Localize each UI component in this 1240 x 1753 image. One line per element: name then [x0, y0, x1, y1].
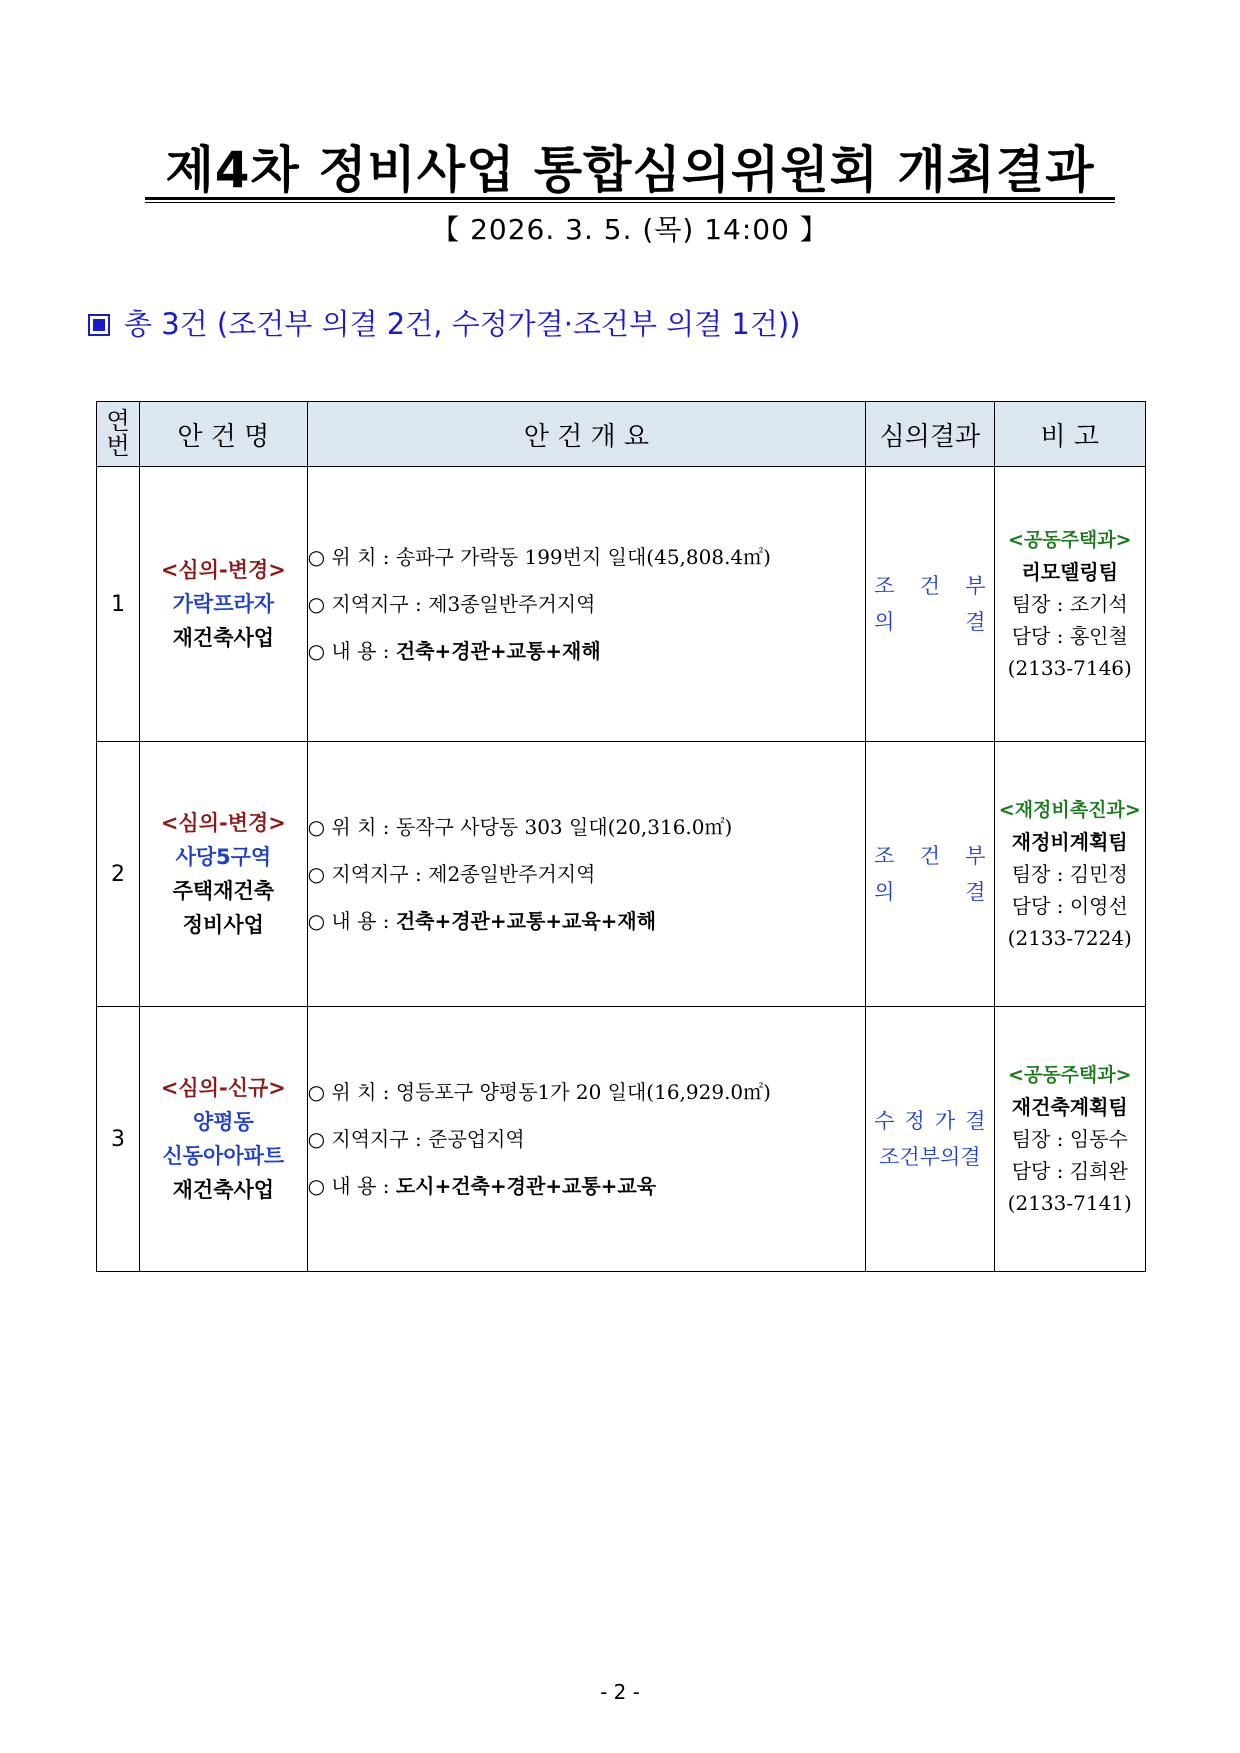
row-number: 1	[97, 467, 140, 742]
row-number: 2	[97, 742, 140, 1007]
result-char: 수	[874, 1109, 895, 1133]
header-no-bottom: 번	[106, 432, 130, 460]
header-summary: 안 건 개 요	[307, 402, 866, 467]
team: 리모델링팀	[1021, 560, 1119, 584]
content-label: ○ 내 용 :	[307, 908, 396, 933]
agenda-summary-cell	[307, 467, 866, 742]
result-char: 부	[965, 574, 986, 598]
square-bullet-icon	[88, 314, 110, 336]
location-line	[308, 804, 866, 851]
district-line	[308, 1116, 866, 1163]
district-value: 준공업지역	[428, 1126, 525, 1151]
location-label: ○ 위 치 :	[307, 1079, 396, 1104]
agenda-name: 가락프라자	[172, 592, 275, 616]
location-value: 영등포구 양평동1가 20 일대(16,929.0㎡)	[395, 1079, 771, 1104]
page-number: - 2 -	[600, 1680, 640, 1704]
note-cell	[994, 742, 1145, 1007]
team-leader: 팀장 : 김민정	[1011, 862, 1128, 886]
phone: (2133-7146)	[1007, 656, 1132, 680]
content-value: 건축+경관+교통+교육+재해	[395, 908, 657, 933]
result-char: 가	[934, 1109, 956, 1133]
manager: 담당 : 이영선	[1011, 894, 1128, 918]
result-char: 정	[904, 1109, 925, 1133]
location-line	[308, 534, 866, 581]
district-label: ○ 지역지구 :	[307, 591, 429, 616]
result-char: 결	[965, 610, 986, 634]
agenda-name: 양평동	[192, 1110, 254, 1134]
result-line	[866, 1103, 993, 1139]
document-title: 제4차 정비사업 통합심의위원회 개최결과	[165, 141, 1095, 199]
team: 재정비계획팀	[1011, 830, 1128, 854]
result-cell	[866, 742, 994, 1007]
agenda-name-cell	[140, 1007, 307, 1272]
header-note: 비 고	[994, 402, 1145, 467]
result-char: 결	[965, 880, 986, 904]
content-line	[308, 628, 866, 675]
phone: (2133-7141)	[1007, 1191, 1132, 1215]
header-no-top: 연	[106, 407, 130, 435]
location-label: ○ 위 치 :	[307, 544, 396, 569]
agenda-category: <심의-변경>	[160, 558, 286, 582]
district-value: 제2종일반주거지역	[428, 861, 596, 886]
district-line	[308, 851, 866, 898]
content-value: 건축+경관+교통+재해	[395, 638, 601, 663]
result-line	[866, 568, 993, 604]
location-label: ○ 위 치 :	[307, 814, 396, 839]
agenda-name-sub: 주택재건축	[172, 879, 275, 903]
result-char: 의	[874, 880, 895, 904]
agenda-name-cell	[140, 467, 307, 742]
note-cell	[994, 1007, 1145, 1272]
note-cell	[994, 467, 1145, 742]
row-number: 3	[97, 1007, 140, 1272]
result-line	[866, 838, 993, 874]
table-row	[97, 1007, 1146, 1272]
agenda-summary-cell	[307, 742, 866, 1007]
meeting-date: 【 2026. 3. 5. (목) 14:00 】	[431, 213, 829, 246]
agenda-category: <심의-변경>	[160, 811, 286, 835]
district-label: ○ 지역지구 :	[307, 1126, 429, 1151]
result-char: 조	[874, 574, 895, 598]
agenda-name: 신동아아파트	[162, 1144, 285, 1168]
manager: 담당 : 홍인철	[1011, 624, 1128, 648]
header-no	[97, 402, 140, 467]
district-line	[308, 581, 866, 628]
department: <공동주택과>	[1007, 529, 1132, 551]
result-char: 부	[965, 844, 986, 868]
agenda-name-sub: 정비사업	[182, 913, 264, 937]
result-char: 조	[874, 844, 895, 868]
header-name: 안 건 명	[140, 402, 307, 467]
district-value: 제3종일반주거지역	[428, 591, 596, 616]
location-value: 송파구 가락동 199번지 일대(45,808.4㎡)	[395, 544, 771, 569]
content-value: 도시+건축+경관+교통+교육	[395, 1173, 657, 1198]
header-result: 심의결과	[866, 402, 994, 467]
team-leader: 팀장 : 조기석	[1011, 592, 1128, 616]
result-cell	[866, 1007, 994, 1272]
result-char: 건	[919, 844, 940, 868]
content-label: ○ 내 용 :	[307, 638, 396, 663]
result-char: 조건부의결	[879, 1145, 981, 1169]
result-char: 결	[965, 1109, 986, 1133]
result-line	[866, 874, 993, 910]
result-cell	[866, 467, 994, 742]
location-value: 동작구 사당동 303 일대(20,316.0㎡)	[395, 814, 733, 839]
content-line	[308, 898, 866, 945]
agenda-name: 사당5구역	[175, 845, 272, 869]
table-header-row	[97, 402, 1146, 467]
title-underline-thin	[145, 202, 1115, 203]
result-char: 의	[874, 610, 895, 634]
department: <공동주택과>	[1007, 1064, 1132, 1086]
summary-text: 총 3건 (조건부 의결 2건, 수정가결·조건부 의결 1건))	[124, 307, 801, 341]
agenda-summary-cell	[307, 1007, 866, 1272]
result-line	[866, 1139, 993, 1175]
agenda-name-sub: 재건축사업	[172, 626, 275, 650]
table-row	[97, 467, 1146, 742]
location-line	[308, 1069, 866, 1116]
summary-line	[88, 302, 801, 343]
agenda-category: <심의-신규>	[160, 1076, 286, 1100]
title-underline	[145, 197, 1115, 200]
agenda-table	[96, 401, 1146, 1272]
agenda-name-sub: 재건축사업	[172, 1178, 275, 1202]
agenda-name-cell	[140, 742, 307, 1007]
result-line	[866, 604, 993, 640]
phone: (2133-7224)	[1007, 926, 1132, 950]
district-label: ○ 지역지구 :	[307, 861, 429, 886]
content-line	[308, 1163, 866, 1210]
content-label: ○ 내 용 :	[307, 1173, 396, 1198]
manager: 담당 : 김희완	[1011, 1159, 1128, 1183]
table-row	[97, 742, 1146, 1007]
department: <재정비촉진과>	[998, 799, 1141, 821]
result-char: 건	[919, 574, 940, 598]
team: 재건축계획팀	[1011, 1095, 1128, 1119]
team-leader: 팀장 : 임동수	[1011, 1127, 1128, 1151]
